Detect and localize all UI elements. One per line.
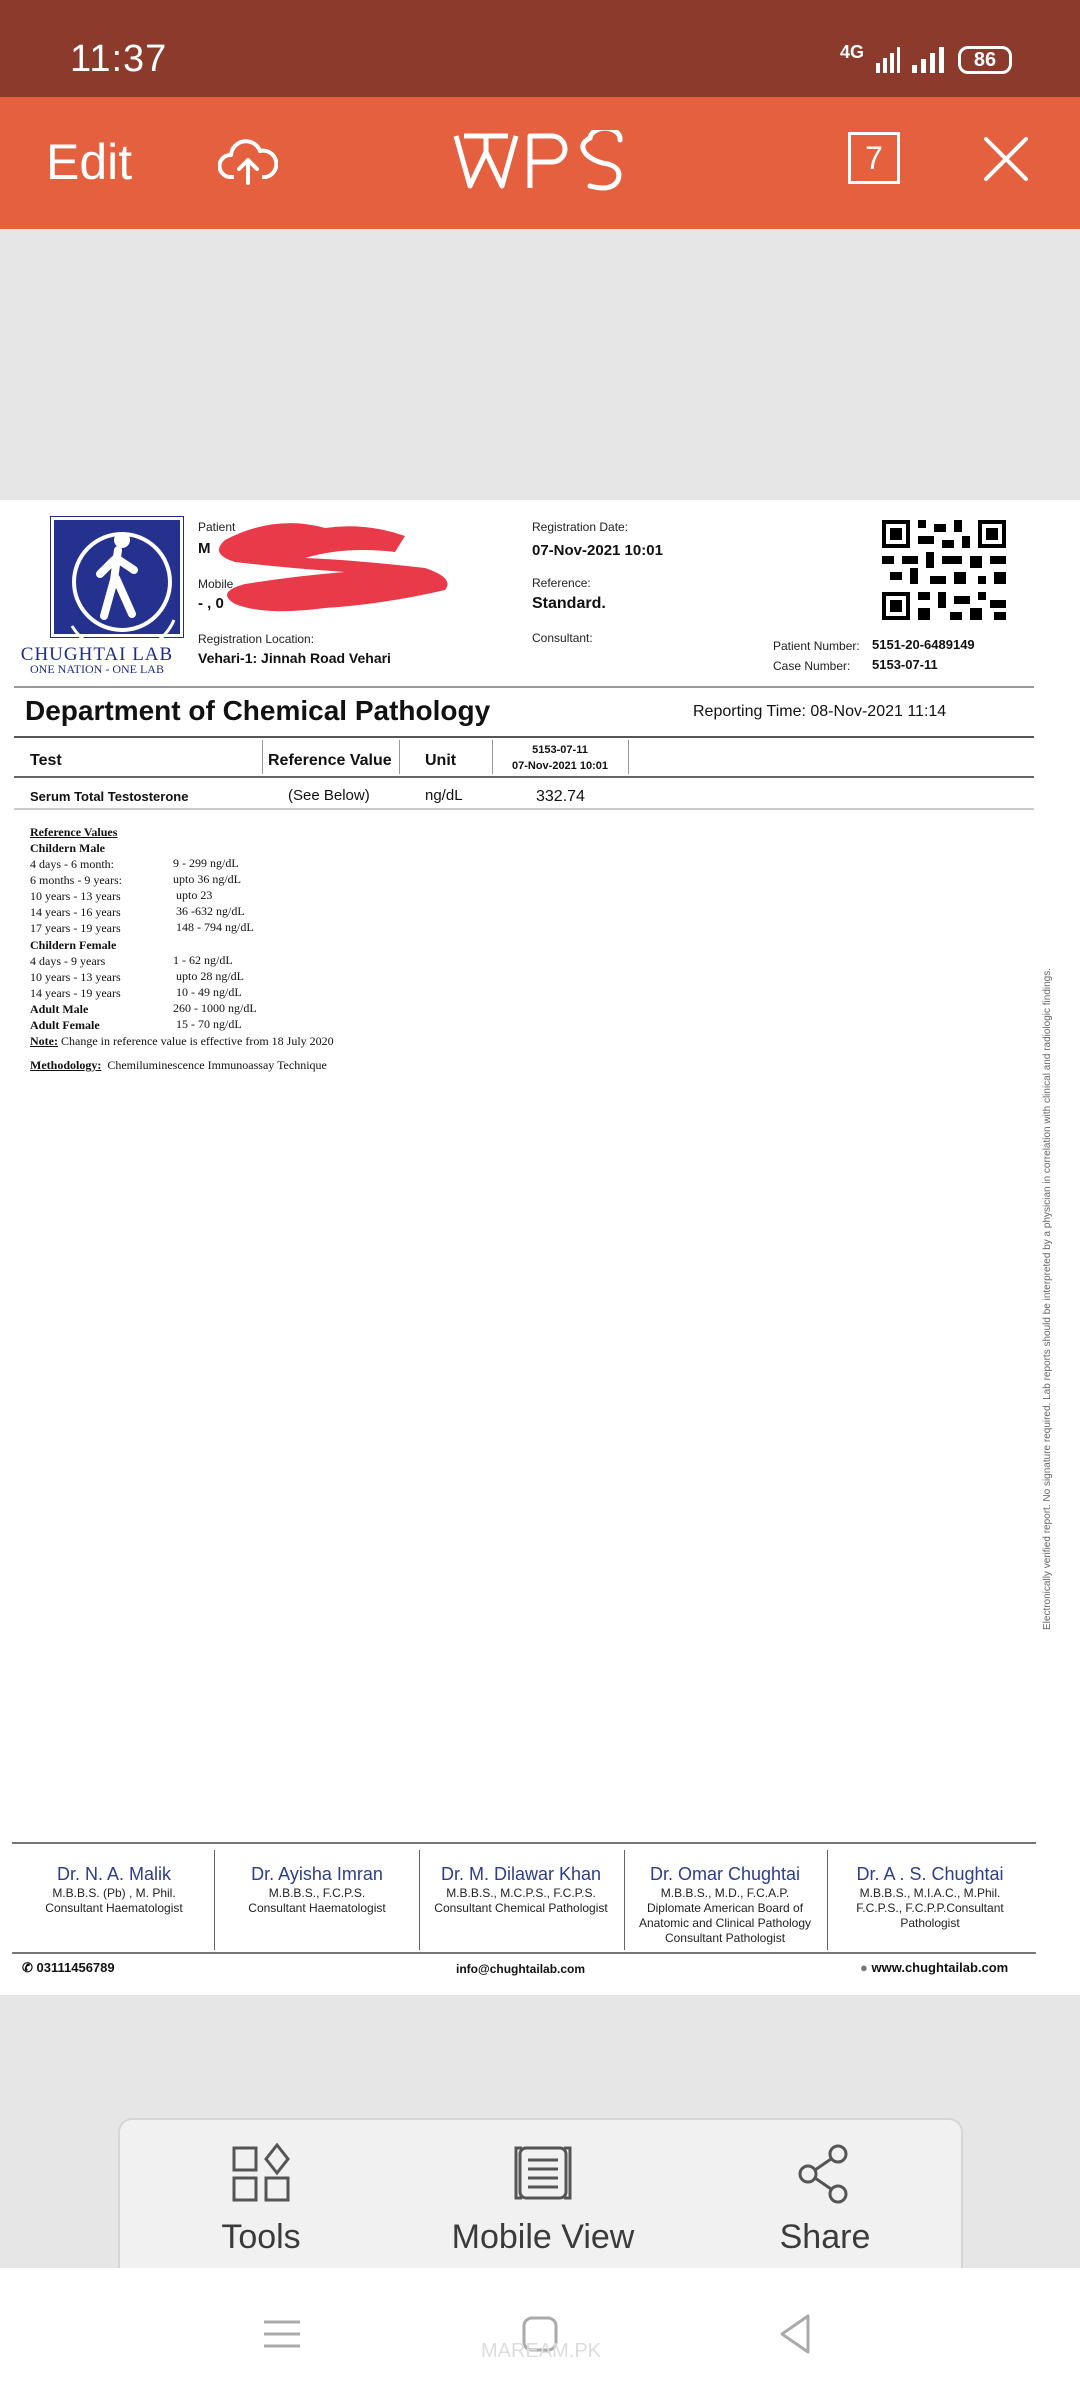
- menu-icon[interactable]: [258, 2310, 306, 2358]
- doctor-qualifications: M.B.B.S., M.D., F.C.A.P.: [660, 1886, 790, 1900]
- doctor-role: Consultant Chemical Pathologist: [434, 1901, 608, 1915]
- divider: [12, 1842, 1036, 1844]
- table-header-case-date: 07-Nov-2021 10:01: [511, 760, 608, 772]
- column-divider: [399, 740, 400, 774]
- registration-location-label: Registration Location:: [198, 632, 315, 646]
- app-name: WPS: [572, 179, 577, 181]
- result-reference-value: (See Below): [288, 787, 370, 804]
- back-icon[interactable]: [772, 2310, 820, 2358]
- ref-range: 36 -632 ng/dL: [176, 904, 245, 918]
- note-line: [30, 1033, 334, 1049]
- tools-label: Tools: [221, 2218, 301, 2256]
- column-divider: [214, 1850, 215, 1950]
- divider: [14, 808, 1034, 810]
- signal-icon: [876, 47, 900, 73]
- case-number-label: Case Number:: [773, 659, 851, 673]
- column-divider: [419, 1850, 420, 1950]
- ref-age: 4 days - 9 years: [30, 954, 106, 968]
- note-label: Note:: [30, 1034, 58, 1048]
- page-count-button[interactable]: 7: [848, 132, 900, 184]
- table-header-test: Test: [30, 752, 62, 769]
- phone-icon: ✆: [22, 1960, 33, 1975]
- network-label: 4G: [839, 41, 864, 62]
- result-test-name: Serum Total Testosterone: [30, 789, 189, 804]
- footer-phone[interactable]: [22, 1960, 115, 1976]
- close-icon[interactable]: [982, 135, 1030, 183]
- ref-range: upto 28 ng/dL: [176, 969, 244, 983]
- tools-button[interactable]: [120, 2120, 402, 2270]
- registration-location-value: Vehari-1: Jinnah Road Vehari: [198, 650, 391, 666]
- patient-number-label: Patient Number:: [773, 639, 860, 653]
- ref-age: 10 years - 13 years: [30, 970, 121, 984]
- app-toolbar: [0, 97, 1080, 229]
- status-time: 11:37: [70, 38, 168, 80]
- ref-age: 4 days - 6 month:: [30, 857, 114, 871]
- column-divider: [262, 740, 263, 774]
- patient-number-value: 5151-20-6489149: [872, 637, 975, 652]
- ref-age: 14 years - 16 years: [30, 905, 121, 919]
- cloud-upload-icon[interactable]: [218, 133, 278, 193]
- status-bar: [0, 0, 1080, 97]
- divider: [12, 1952, 1036, 1954]
- registration-date-label: Registration Date:: [532, 520, 629, 534]
- methodology-text: Chemiluminescence Immunoassay Technique: [107, 1058, 327, 1072]
- lab-name: CHUGHTAI LAB: [20, 644, 174, 665]
- divider: [14, 736, 1034, 738]
- share-icon: [794, 2142, 856, 2204]
- doctor-qualifications: M.B.B.S., M.I.A.C., M.Phil.: [859, 1886, 1001, 1900]
- ref-age: 17 years - 19 years: [30, 921, 121, 935]
- redaction-scribble: [205, 512, 455, 622]
- phone-number: 03111456789: [36, 1960, 115, 1975]
- doctor-role: F.C.P.S., F.C.P.P.Consultant Pathologist: [856, 1901, 1004, 1930]
- doctor-qualifications: M.B.B.S., M.C.P.S., F.C.P.S.: [446, 1886, 596, 1900]
- column-divider: [628, 740, 629, 774]
- patient-name: M: [198, 540, 211, 557]
- document-page[interactable]: [0, 500, 1080, 1995]
- doctor-name: Dr. Ayisha Imran: [251, 1864, 383, 1884]
- globe-icon: ●: [860, 1960, 868, 1975]
- adult-male-label: Adult Male: [30, 1002, 89, 1016]
- mobile-view-label: Mobile View: [451, 2218, 635, 2256]
- doctor-card: [217, 1862, 417, 1916]
- doctor-name: Dr. M. Dilawar Khan: [440, 1864, 602, 1884]
- doctor-qualifications: M.B.B.S. (Pb) , M. Phil.: [52, 1886, 176, 1900]
- signal-icon-2: [912, 47, 946, 73]
- reference-label: Reference:: [532, 576, 591, 590]
- mobile-value: - , 0: [198, 595, 224, 612]
- mobile-view-button[interactable]: [402, 2120, 684, 2270]
- watermark-text: MAREAM.PK: [480, 2340, 602, 2362]
- doctor-card: [830, 1862, 1030, 1931]
- table-header-case-id: 5153-07-11: [532, 744, 588, 756]
- doctor-qualifications: M.B.B.S., F.C.P.S.: [268, 1886, 366, 1900]
- ref-range: 9 - 299 ng/dL: [173, 856, 239, 870]
- ref-range: 10 - 49 ng/dL: [176, 985, 242, 999]
- registration-date-value: 07-Nov-2021 10:01: [532, 542, 663, 559]
- divider: [14, 776, 1034, 778]
- methodology-line: [30, 1057, 327, 1073]
- adult-male-range: 260 - 1000 ng/dL: [173, 1001, 257, 1015]
- tools-icon: [230, 2142, 292, 2204]
- footer-email[interactable]: info@chughtailab.com: [456, 1962, 586, 1976]
- side-disclaimer: [1042, 870, 1054, 1630]
- mobile-label: Mobile: [198, 577, 234, 591]
- ref-range: 148 - 794 ng/dL: [176, 920, 254, 934]
- ref-age: 10 years - 13 years: [30, 889, 121, 903]
- share-label: Share: [779, 2218, 871, 2256]
- edit-button[interactable]: Edit: [46, 134, 133, 190]
- ref-range: upto 23: [176, 888, 213, 902]
- doctor-name: Dr. N. A. Malik: [56, 1864, 172, 1884]
- doctor-role: Consultant Haematologist: [248, 1901, 386, 1915]
- qr-code-icon: [882, 520, 1006, 620]
- adult-female-label: Adult Female: [30, 1018, 100, 1032]
- doctor-card: [14, 1862, 214, 1916]
- table-header-unit: Unit: [425, 752, 457, 769]
- ref-age: 14 years - 19 years: [30, 986, 121, 1000]
- adult-female-range: 15 - 70 ng/dL: [176, 1017, 242, 1031]
- share-button[interactable]: [684, 2120, 966, 2270]
- ref-range: upto 36 ng/dL: [173, 872, 241, 886]
- status-icons: [839, 41, 1012, 74]
- lab-logo-icon: [50, 516, 184, 638]
- mobile-view-icon: [512, 2142, 574, 2204]
- system-nav-bar: [0, 2268, 1080, 2400]
- reference-values-title: Reference Values: [30, 825, 118, 839]
- battery-icon: 86: [958, 46, 1012, 74]
- result-unit: ng/dL: [425, 787, 463, 804]
- reference-value: Standard.: [532, 595, 606, 612]
- website-text: www.chughtailab.com: [871, 1960, 1009, 1975]
- ref-range: 1 - 62 ng/dL: [173, 953, 233, 967]
- divider: [14, 686, 1034, 688]
- consultant-label: Consultant:: [532, 631, 593, 645]
- ref-age: 6 months - 9 years:: [30, 873, 122, 887]
- doctor-role: Diplomate American Board of Anatomic and Clinical Pathology Consultant Pathologist: [638, 1901, 812, 1945]
- doctor-role: Consultant Haematologist: [45, 1901, 183, 1915]
- bottom-action-bar: [118, 2118, 963, 2268]
- male-heading: Childern Male: [30, 841, 105, 855]
- doctor-card: [625, 1862, 825, 1946]
- case-number-value: 5153-07-11: [872, 657, 938, 672]
- doctor-card: [421, 1862, 621, 1916]
- department-title: Department of Chemical Pathology: [25, 695, 491, 726]
- side-disclaimer-text: Electronically verified report. No signature required. Lab reports should be interpreted by a physician in correlation with clinical and radiologic findings.: [1042, 967, 1053, 1630]
- female-heading: Childern Female: [30, 938, 117, 952]
- patient-label: Patient: [198, 520, 236, 534]
- note-text: Change in reference value is effective from 18 July 2020: [57, 1034, 334, 1048]
- footer-website[interactable]: [860, 1960, 1008, 1975]
- methodology-label: Methodology:: [30, 1058, 102, 1072]
- result-value: 332.74: [536, 788, 585, 805]
- doctor-name: Dr. Omar Chughtai: [649, 1864, 801, 1884]
- column-divider: [492, 740, 493, 774]
- reporting-time: Reporting Time: 08-Nov-2021 11:14: [693, 703, 947, 720]
- column-divider: [827, 1850, 828, 1950]
- wps-logo: [452, 130, 624, 194]
- table-header-reference-value: Reference Value: [268, 752, 392, 769]
- doctor-name: Dr. A . S. Chughtai: [856, 1864, 1004, 1884]
- lab-tagline: ONE NATION - ONE LAB: [30, 662, 164, 676]
